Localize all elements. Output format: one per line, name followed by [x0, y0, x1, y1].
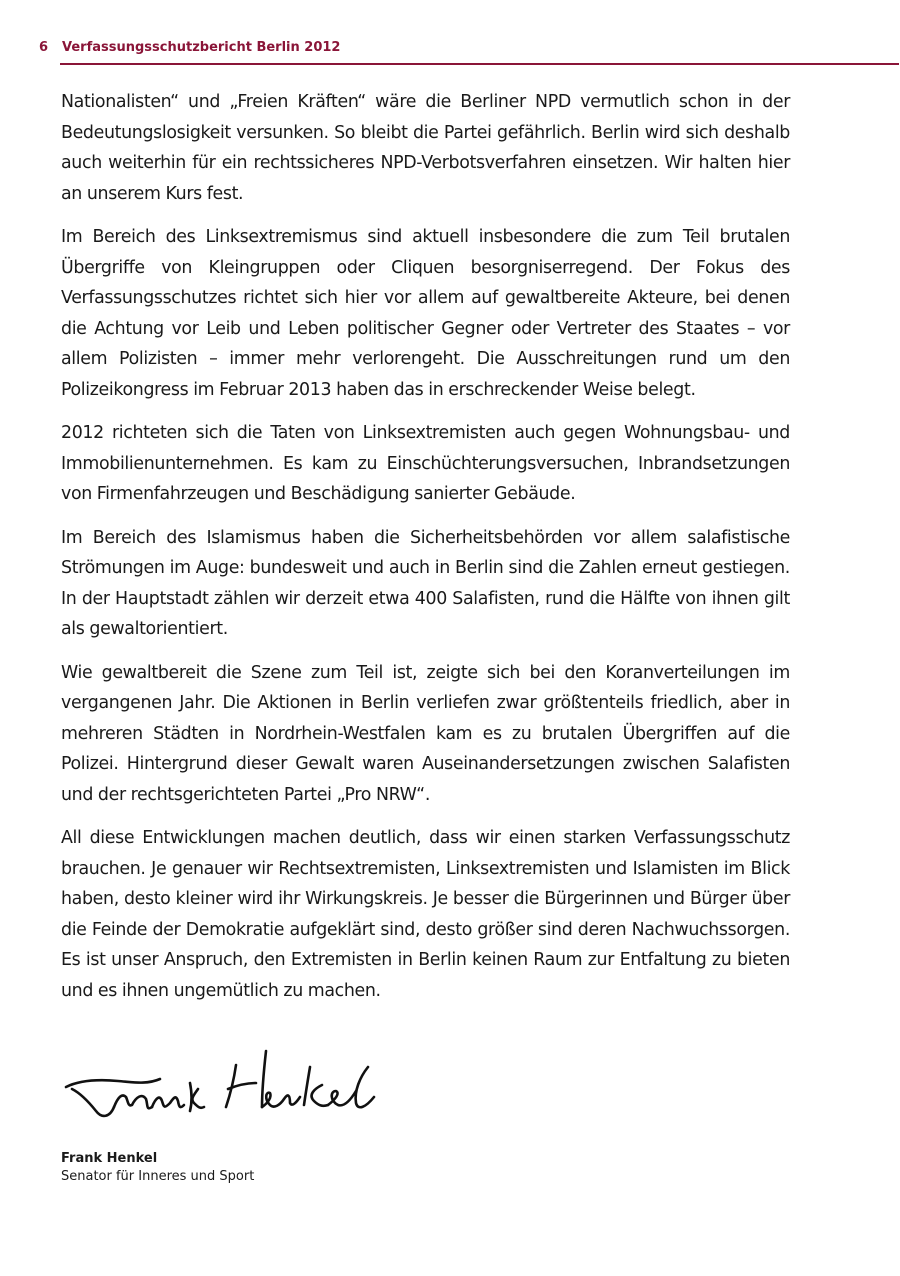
handwritten-signature: [58, 1045, 388, 1135]
paragraph-linksextremismus: Im Bereich des Linksextremismus sind aktuell insbesondere die zum Teil brutalen Übergriffe von Kleingruppen oder Cliquen besorgniserregend. Der Fokus des Verfassungsschutzes richtet sich hier vor allem auf gewaltbereite Akteure, bei denen die Achtung vor Leib und Leben politischer Gegner oder Vertreter des Staates – vor allem Polizisten – immer mehr verlorengeht. Die Ausschreitungen rund um den Polizeikongress im Februar 2013 haben das in erschreckender Weise belegt.: [61, 227, 790, 400]
signer-block: [61, 1150, 254, 1186]
body-text: [61, 87, 790, 1019]
paragraph-koranverteilungen: Wie gewaltbereit die Szene zum Teil ist, zeigte sich bei den Koranverteilungen im vergangenen Jahr. Die Aktionen in Berlin verliefen zwar größtenteils friedlich, aber in mehreren Städten in Nordrhein-Westfalen kam es zu brutalen Übergriffen auf die Polizei. Hintergrund dieser Gewalt waren Auseinandersetzungen zwischen Salafisten und der rechtsgerichteten Partei „Pro NRW“.: [61, 662, 790, 805]
page-header: [39, 40, 899, 66]
paragraph-islamismus: Im Bereich des Islamismus haben die Sicherheitsbehörden vor allem salafistische Strömungen im Auge: bundesweit und auch in Berlin sind die Zahlen erneut gestiegen. In der Hauptstadt zählen wir derzeit etwa 400 Salafisten, rund die Hälfte von ihnen gilt als gewaltorientiert.: [61, 527, 790, 639]
paragraph-npd: Nationalisten“ und „Freien Kräften“ wäre die Berliner NPD vermutlich schon in der Bedeutungslosigkeit versunken. So bleibt die Partei gefährlich. Berlin wird sich deshalb auch weiterhin für ein rechtssicheres NPD-Verbotsverfahren einsetzen. Wir halten hier an unserem Kurs fest.: [61, 92, 790, 204]
running-title: Verfassungsschutzbericht Berlin 2012: [62, 40, 341, 55]
signer-name: Frank Henkel: [61, 1151, 158, 1166]
page-number: 6: [39, 40, 49, 55]
signer-title: Senator für Inneres und Sport: [61, 1169, 255, 1184]
header-rule: [60, 63, 899, 65]
paragraph-linksextremisten-2012: 2012 richteten sich die Taten von Linksextremisten auch gegen Wohnungsbau- und Immobilienunternehmen. Es kam zu Einschüchterungsversuchen, Inbrandsetzungen von Firmenfahrzeugen und Beschädigung sanierter Gebäude.: [61, 423, 790, 504]
paragraph-fazit: All diese Entwicklungen machen deutlich, dass wir einen starken Verfassungsschutz brauchen. Je genauer wir Rechtsextremisten, Linksextremisten und Islamisten im Blick haben, desto kleiner wird ihr Wirkungskreis. Je besser die Bürgerinnen und Bürger über die Feinde der Demokratie aufgeklärt sind, desto größer sind deren Nachwuchssorgen. Es ist unser Anspruch, den Extremisten in Berlin keinen Raum zur Entfaltung zu bieten und es ihnen ungemütlich zu machen.: [61, 828, 790, 1001]
